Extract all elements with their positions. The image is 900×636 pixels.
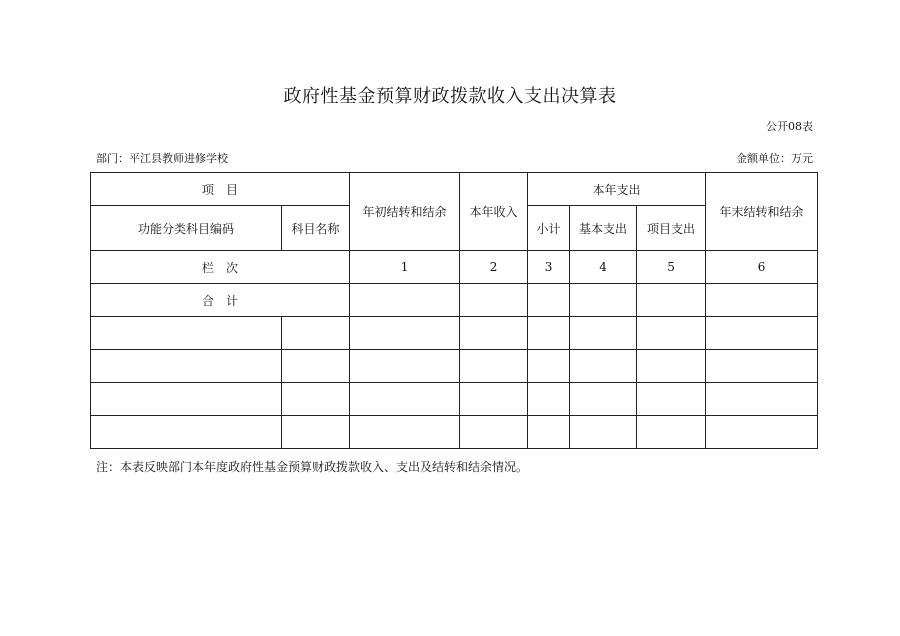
table-cell — [637, 350, 706, 383]
table-cell — [706, 350, 818, 383]
table-cell — [637, 383, 706, 416]
column-number-label: 栏 次 — [91, 251, 350, 284]
table-cell — [570, 416, 637, 449]
header-opening-balance: 年初结转和结余 — [350, 173, 460, 251]
total-row — [91, 284, 818, 317]
table-cell — [91, 383, 282, 416]
table-cell — [528, 317, 570, 350]
page-title: 政府性基金预算财政拨款收入支出决算表 — [283, 86, 617, 107]
table-cell — [460, 284, 528, 317]
table-cell — [570, 350, 637, 383]
header-current-expense: 本年支出 — [528, 173, 706, 206]
column-number-1: 1 — [350, 251, 460, 284]
table-cell — [350, 284, 460, 317]
header-item: 项 目 — [91, 173, 350, 206]
header-func-code: 功能分类科目编码 — [91, 206, 282, 251]
table-cell — [637, 416, 706, 449]
header-current-income: 本年收入 — [460, 173, 528, 251]
header-closing-balance: 年末结转和结余 — [706, 173, 818, 251]
table-cell — [706, 284, 818, 317]
form-number: 公开08表 — [766, 120, 813, 133]
table-cell — [570, 284, 637, 317]
table-row — [91, 350, 818, 383]
table-cell — [528, 416, 570, 449]
table-cell — [706, 317, 818, 350]
table-cell — [460, 383, 528, 416]
table-row — [91, 416, 818, 449]
table-cell — [528, 350, 570, 383]
header-subtotal: 小计 — [528, 206, 570, 251]
header-subject-name: 科目名称 — [282, 206, 350, 251]
table-row — [91, 383, 818, 416]
column-number-3: 3 — [528, 251, 570, 284]
table-cell — [91, 317, 282, 350]
table-cell — [570, 383, 637, 416]
total-label: 合 计 — [91, 284, 350, 317]
table-cell — [350, 383, 460, 416]
table-cell — [460, 350, 528, 383]
table-cell — [91, 350, 282, 383]
table-cell — [282, 317, 350, 350]
column-number-4: 4 — [570, 251, 637, 284]
table-note: 注：本表反映部门本年度政府性基金预算财政拨款收入、支出及结转和结余情况。 — [96, 460, 529, 474]
column-number-5: 5 — [637, 251, 706, 284]
table-cell — [282, 416, 350, 449]
header-row-1 — [91, 173, 818, 206]
header-project-expense: 项目支出 — [637, 206, 706, 251]
table-row — [91, 317, 818, 350]
table-cell — [570, 317, 637, 350]
table-cell — [350, 416, 460, 449]
table-cell — [706, 416, 818, 449]
table-cell — [637, 284, 706, 317]
table-cell — [637, 317, 706, 350]
table-cell — [460, 416, 528, 449]
table-cell — [91, 416, 282, 449]
table-cell — [282, 383, 350, 416]
budget-table — [90, 172, 818, 449]
column-number-row — [91, 251, 818, 284]
table-cell — [350, 350, 460, 383]
amount-unit-label: 金额单位：万元 — [736, 152, 813, 165]
table-cell — [528, 284, 570, 317]
table-cell — [282, 350, 350, 383]
department-label: 部门：平江县教师进修学校 — [96, 152, 228, 165]
table-cell — [528, 383, 570, 416]
table-cell — [706, 383, 818, 416]
table-cell — [460, 317, 528, 350]
table-cell — [350, 317, 460, 350]
column-number-2: 2 — [460, 251, 528, 284]
column-number-6: 6 — [706, 251, 818, 284]
header-basic-expense: 基本支出 — [570, 206, 637, 251]
